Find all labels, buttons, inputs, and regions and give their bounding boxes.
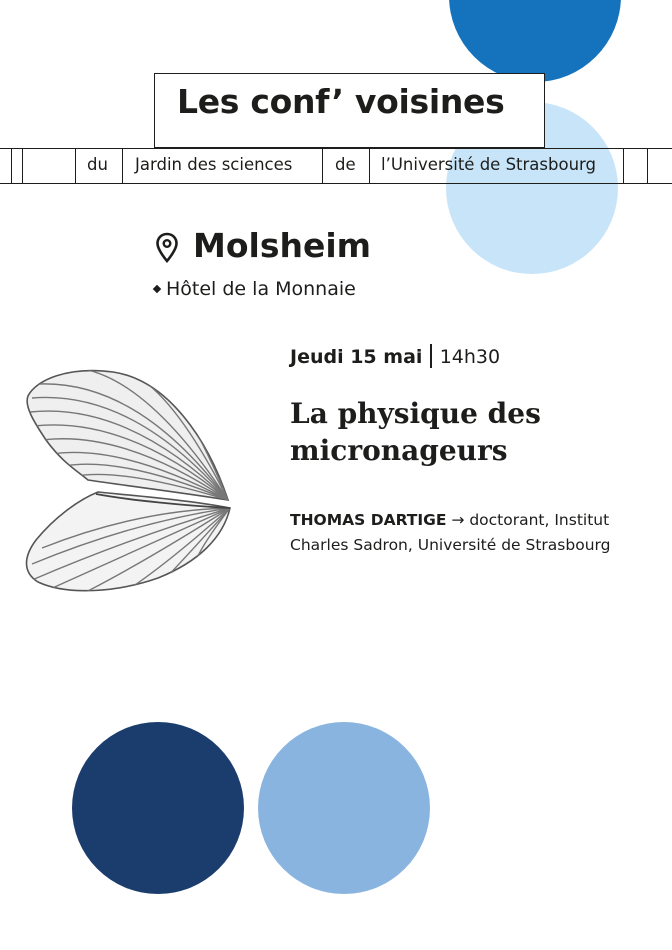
event-time: 14h30 — [439, 346, 501, 368]
tick — [11, 148, 12, 184]
speaker-role: doctorant, Institut Charles Sadron, Université de Strasbourg — [290, 511, 611, 554]
tick — [75, 148, 76, 184]
map-pin-icon — [155, 232, 179, 264]
subtitle-bar — [0, 148, 672, 184]
rule-top — [0, 148, 672, 149]
tick — [122, 148, 123, 184]
date-row — [290, 344, 500, 368]
venue-row — [151, 278, 356, 300]
subtitle-word-du: du — [87, 155, 108, 174]
talk-title: La physique des micronageurs — [290, 397, 541, 467]
shell-upper-valve — [27, 368, 228, 500]
page-title: Les conf’ voisines — [177, 82, 505, 121]
speaker-name: THOMAS DARTIGE — [290, 511, 447, 529]
rule-bottom — [0, 183, 672, 184]
tick — [623, 148, 624, 184]
tick — [22, 148, 23, 184]
decor-circle-navy — [72, 722, 244, 894]
decor-circle-blue — [449, 0, 621, 82]
city-name: Molsheim — [193, 226, 372, 265]
shell-lower-valve — [27, 492, 231, 596]
title-box — [154, 73, 545, 148]
diamond-icon — [153, 284, 161, 292]
subtitle-word-de: de — [335, 155, 356, 174]
tick — [647, 148, 648, 184]
venue-name: Hôtel de la Monnaie — [166, 278, 356, 300]
shell-illustration — [18, 360, 250, 598]
arrow-icon: → — [451, 511, 465, 529]
date-separator — [430, 344, 431, 368]
subtitle-word-jardin: Jardin des sciences — [135, 155, 293, 174]
tick — [369, 148, 370, 184]
speaker-block — [290, 508, 650, 558]
subtitle-word-universite: l’Université de Strasbourg — [381, 155, 596, 174]
decor-circle-sky — [258, 722, 430, 894]
tick — [322, 148, 323, 184]
event-day: Jeudi 15 mai — [290, 346, 423, 368]
